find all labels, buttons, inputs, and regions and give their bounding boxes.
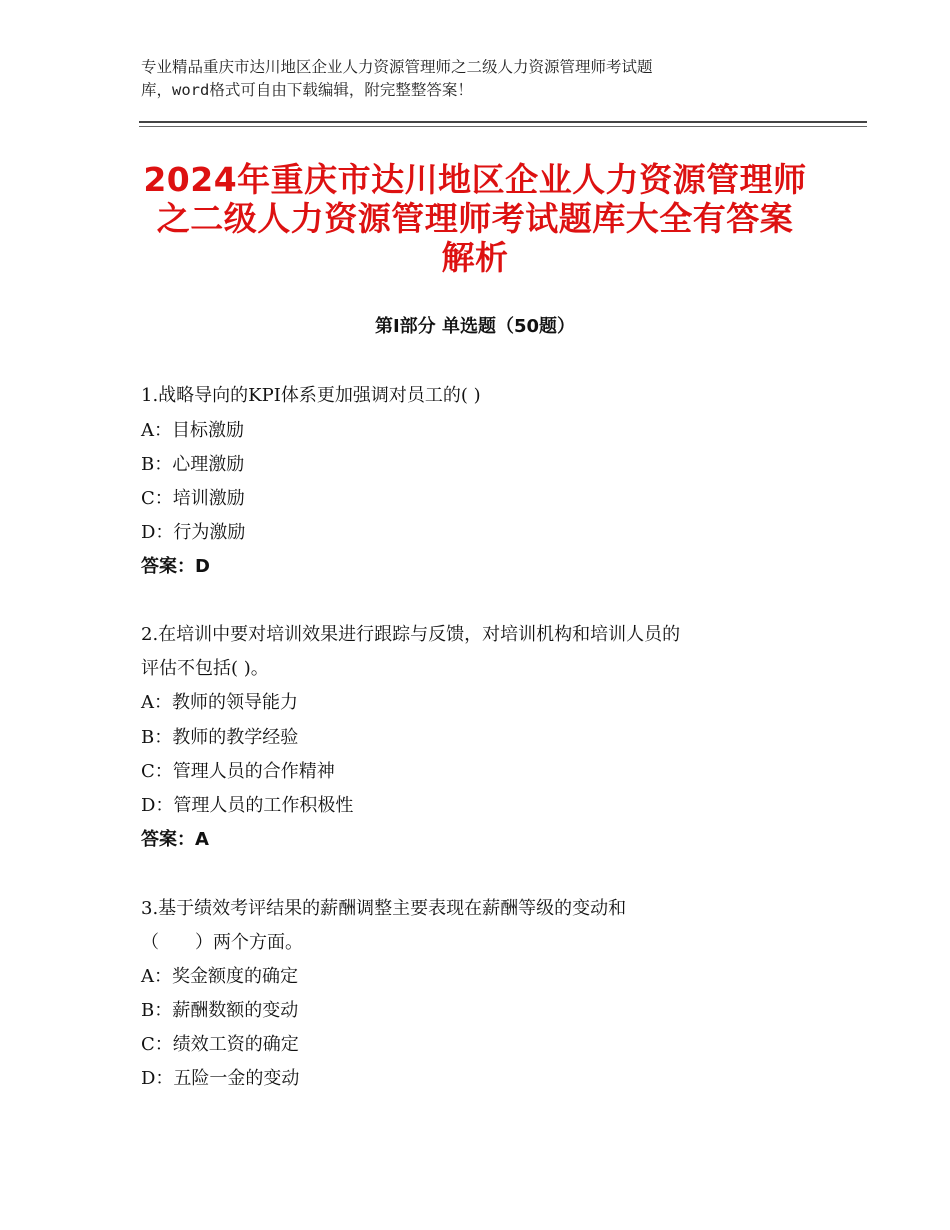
title-line-2: 之二级人力资源管理师考试题库大全有答案 <box>156 199 794 238</box>
question-1-option-a: A：目标激励 <box>141 420 244 441</box>
header-line-1: 专业精品重庆市达川地区企业人力资源管理师之二级人力资源管理师考试题 <box>141 58 653 76</box>
question-2-answer: 答案：A <box>141 829 209 850</box>
question-1-stem: 1.战略导向的KPI体系更加强调对员工的( ) <box>141 385 481 406</box>
document-title <box>110 160 840 277</box>
question-2-option-b: B：教师的教学经验 <box>141 727 299 748</box>
question-3-stem-line-2: （ ）两个方面。 <box>141 932 303 953</box>
question-3-stem-line-1: 3.基于绩效考评结果的薪酬调整主要表现在薪酬等级的变动和 <box>141 898 627 919</box>
section-title: 第Ⅰ部分 单选题（50题） <box>374 316 575 337</box>
question-1-option-d: D：行为激励 <box>141 522 246 543</box>
question-1-option-b: B：心理激励 <box>141 454 245 475</box>
title-line-3: 解析 <box>441 238 509 277</box>
question-2-stem-line-1: 2.在培训中要对培训效果进行跟踪与反馈，对培训机构和培训人员的 <box>141 624 681 645</box>
title-line-1: 2024年重庆市达川地区企业人力资源管理师 <box>143 160 807 199</box>
question-2-option-a: A：教师的领导能力 <box>141 692 298 713</box>
question-3-option-d: D：五险一金的变动 <box>141 1068 300 1089</box>
header-divider-thin <box>139 126 867 127</box>
document-header <box>141 56 781 102</box>
question-3-option-a: A：奖金额度的确定 <box>141 966 298 987</box>
question-2-option-c: C：管理人员的合作精神 <box>141 761 335 782</box>
question-3-option-c: C：绩效工资的确定 <box>141 1034 299 1055</box>
question-1-answer: 答案：D <box>141 556 210 577</box>
question-1-option-c: C：培训激励 <box>141 488 245 509</box>
question-3-option-b: B：薪酬数额的变动 <box>141 1000 299 1021</box>
header-line-2: 库，word格式可自由下载编辑，附完整整答案！ <box>141 81 473 99</box>
header-divider-thick <box>139 121 867 123</box>
question-2-option-d: D：管理人员的工作积极性 <box>141 795 354 816</box>
question-2-stem-line-2: 评估不包括( )。 <box>141 658 269 679</box>
